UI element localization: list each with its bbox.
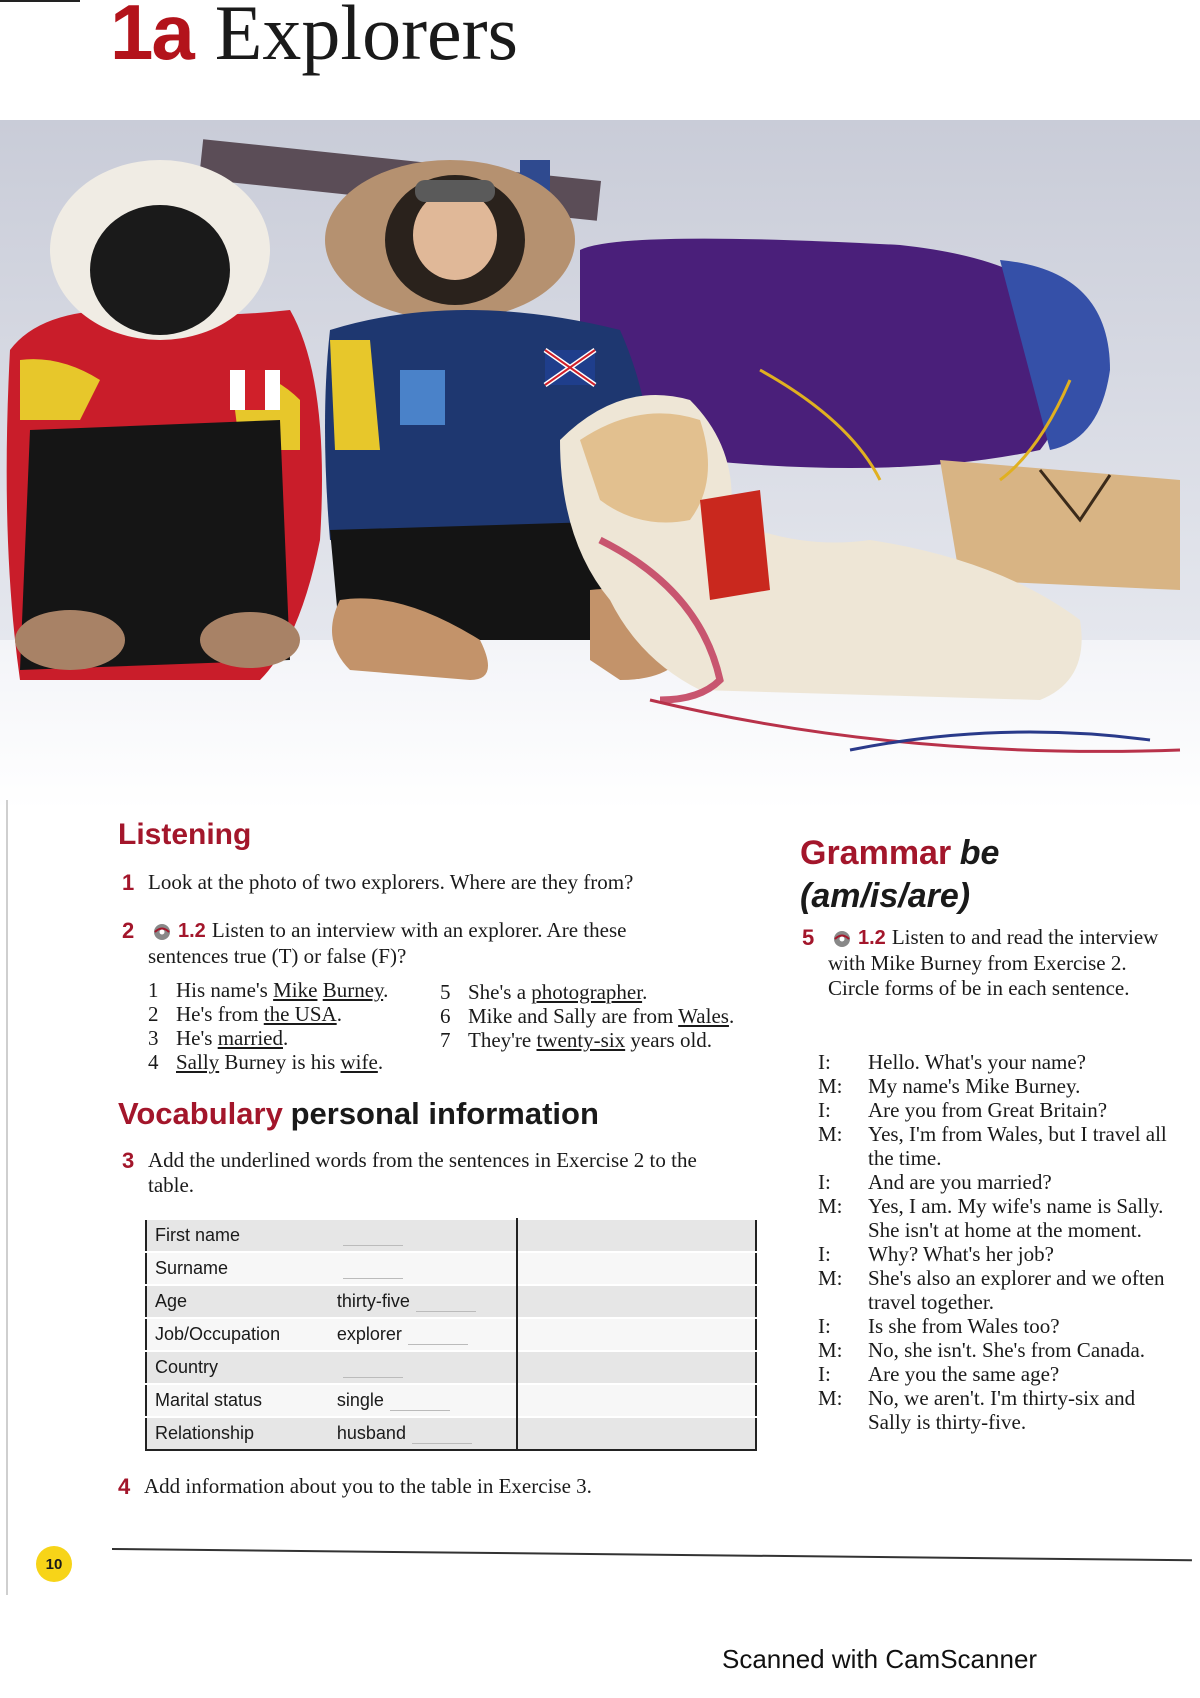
interview-dialogue bbox=[818, 1050, 1178, 1434]
table-answer-cell[interactable] bbox=[329, 1219, 517, 1252]
vocabulary-heading-topic: personal information bbox=[290, 1096, 599, 1131]
table-own-cell[interactable] bbox=[517, 1219, 756, 1252]
dialogue-line: I: Why? What's her job? bbox=[818, 1242, 1054, 1266]
list-item: 5 She's a photographer. bbox=[440, 980, 648, 1004]
page-title bbox=[110, 0, 518, 83]
exercise-text: Add information about you to the table in Exercise 3. bbox=[144, 1474, 592, 1498]
table-label: Marital status bbox=[146, 1384, 329, 1417]
exercise-number: 2 bbox=[122, 918, 135, 943]
table-row bbox=[146, 1384, 756, 1417]
grammar-heading-forms: (am/is/are) bbox=[800, 877, 971, 915]
exercise-3 bbox=[122, 1148, 728, 1198]
dialogue-line: I: Are you from Great Britain? bbox=[818, 1098, 1108, 1122]
listening-heading: Listening bbox=[118, 818, 252, 851]
table-own-cell[interactable] bbox=[517, 1351, 756, 1384]
exercise-number: 3 bbox=[122, 1148, 135, 1173]
dialogue-line: I: And are you married? bbox=[818, 1170, 1052, 1194]
footer-rule bbox=[112, 1548, 1192, 1561]
dialogue-line: I: Is she from Wales too? bbox=[818, 1314, 1060, 1338]
vocabulary-heading-red: Vocabulary bbox=[118, 1096, 283, 1131]
exercise-text: Add the underlined words from the sentences in Exercise 2 to the table. bbox=[148, 1148, 697, 1197]
dialogue-line: M: No, we aren't. I'm thirty-six and Sally is thirty-five. bbox=[818, 1386, 1136, 1434]
exercise-4 bbox=[118, 1474, 784, 1499]
exercise-text: Listen to and read the interview with Mike Burney from Exercise 2. Circle forms of be in each sentence. bbox=[828, 925, 1159, 1000]
table-own-cell[interactable] bbox=[517, 1384, 756, 1417]
dialogue-line: M: Yes, I am. My wife's name is Sally. She isn't at home at the moment. bbox=[818, 1194, 1164, 1242]
table-label: Age bbox=[146, 1285, 329, 1318]
table-own-cell[interactable] bbox=[517, 1285, 756, 1318]
unit-title: Explorers bbox=[214, 0, 519, 76]
table-label: Job/Occupation bbox=[146, 1318, 329, 1351]
list-item: 6 Mike and Sally are from Wales. bbox=[440, 1004, 735, 1028]
list-item: 3 He's married. bbox=[148, 1026, 289, 1050]
table-answer-cell[interactable]: single bbox=[329, 1384, 517, 1417]
audio-cd-icon[interactable] bbox=[832, 930, 852, 948]
table-row bbox=[146, 1285, 756, 1318]
vocabulary-heading bbox=[118, 1096, 599, 1132]
table-label: Relationship bbox=[146, 1417, 329, 1450]
exercise-1 bbox=[122, 870, 788, 895]
exercise-2 bbox=[122, 918, 708, 969]
page-margin-line bbox=[6, 800, 8, 1595]
audio-track-number: 1.2 bbox=[858, 927, 886, 949]
table-row bbox=[146, 1318, 756, 1351]
table-row bbox=[146, 1252, 756, 1285]
list-item: 7 They're twenty-six years old. bbox=[440, 1028, 713, 1052]
exercise-number: 4 bbox=[118, 1474, 131, 1499]
list-item: 1 His name's Mike Burney. bbox=[148, 978, 389, 1002]
exercise-text: Listen to an interview with an explorer. Are these sentences true (T) or false (F)? bbox=[148, 918, 627, 968]
exercise-text: Look at the photo of two explorers. Where are they from? bbox=[148, 870, 634, 894]
exercise-number: 5 bbox=[802, 925, 815, 950]
list-item: 4 Sally Burney is his wife. bbox=[148, 1050, 384, 1074]
grammar-heading bbox=[800, 832, 999, 918]
audio-track-number: 1.2 bbox=[178, 920, 206, 942]
table-answer-cell[interactable]: husband bbox=[329, 1417, 517, 1450]
dialogue-line: M: She's also an explorer and we often travel together. bbox=[818, 1266, 1165, 1314]
sentence-list-right bbox=[440, 980, 734, 1052]
page-edge bbox=[0, 0, 80, 2]
table-own-cell[interactable] bbox=[517, 1417, 756, 1450]
table-label: First name bbox=[146, 1219, 329, 1252]
table-answer-cell[interactable] bbox=[329, 1252, 517, 1285]
scanner-watermark: Scanned with CamScanner bbox=[722, 1644, 1038, 1674]
grammar-heading-be: be bbox=[959, 834, 1000, 872]
page-number-badge: 10 bbox=[36, 1546, 72, 1582]
table-row bbox=[146, 1351, 756, 1384]
personal-info-table bbox=[145, 1218, 757, 1451]
table-row bbox=[146, 1417, 756, 1450]
dialogue-line: I: Hello. What's your name? bbox=[818, 1050, 1086, 1074]
dialogue-line: M: Yes, I'm from Wales, but I travel all the time. bbox=[818, 1122, 1167, 1170]
sentence-list-left bbox=[148, 978, 388, 1074]
dialogue-line: I: Are you the same age? bbox=[818, 1362, 1060, 1386]
table-answer-cell[interactable]: explorer bbox=[329, 1318, 517, 1351]
table-answer-cell[interactable]: thirty-five bbox=[329, 1285, 517, 1318]
explorers-photo bbox=[0, 120, 1200, 810]
table-own-cell[interactable] bbox=[517, 1252, 756, 1285]
exercise-5 bbox=[802, 925, 1178, 1001]
grammar-heading-red: Grammar bbox=[800, 834, 952, 872]
dialogue-line: M: My name's Mike Burney. bbox=[818, 1074, 1081, 1098]
table-label: Country bbox=[146, 1351, 329, 1384]
dialogue-line: M: No, she isn't. She's from Canada. bbox=[818, 1338, 1146, 1362]
exercise-number: 1 bbox=[122, 870, 135, 895]
table-own-cell[interactable] bbox=[517, 1318, 756, 1351]
table-label: Surname bbox=[146, 1252, 329, 1285]
list-item: 2 He's from the USA. bbox=[148, 1002, 342, 1026]
unit-number: 1a bbox=[110, 0, 193, 76]
table-answer-cell[interactable] bbox=[329, 1351, 517, 1384]
table-row bbox=[146, 1219, 756, 1252]
audio-cd-icon[interactable] bbox=[152, 923, 172, 941]
